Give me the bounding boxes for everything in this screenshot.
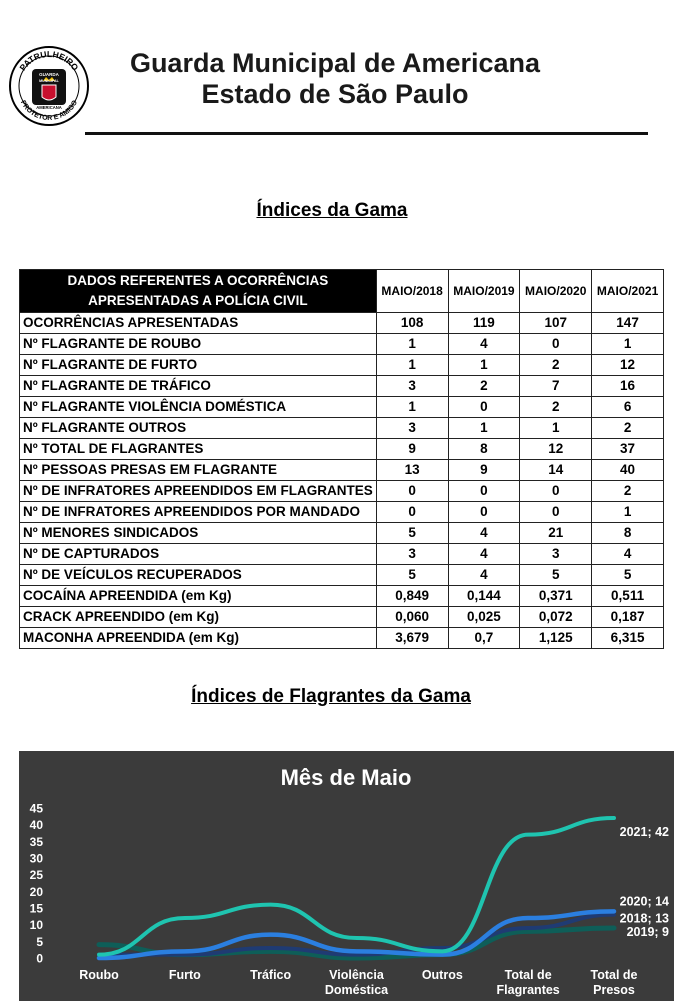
table-row xyxy=(20,418,664,439)
row-value: 4 xyxy=(448,523,520,544)
row-value: 0 xyxy=(520,481,592,502)
y-tick-label: 40 xyxy=(29,818,43,833)
row-label: Nº FLAGRANTE OUTROS xyxy=(20,418,377,439)
y-tick-label: 20 xyxy=(29,884,43,899)
row-value: 3 xyxy=(376,544,448,565)
column-header: MAIO/2020 xyxy=(520,270,592,313)
row-value: 12 xyxy=(592,355,664,376)
row-label: OCORRÊNCIAS APRESENTADAS xyxy=(20,313,377,334)
header-title-line2: Estado de São Paulo xyxy=(201,79,469,109)
table-row xyxy=(20,544,664,565)
row-value: 6 xyxy=(592,397,664,418)
row-value: 7 xyxy=(520,376,592,397)
row-value: 3,679 xyxy=(376,628,448,649)
row-value: 6,315 xyxy=(592,628,664,649)
x-tick-label: Presos xyxy=(593,983,635,997)
row-value: 0,511 xyxy=(592,586,664,607)
table-header-description: DADOS REFERENTES A OCORRÊNCIAS APRESENTADAS A POLÍCIA CIVIL xyxy=(20,270,377,313)
row-value: 4 xyxy=(592,544,664,565)
table-row xyxy=(20,313,664,334)
series-line xyxy=(99,818,614,955)
row-value: 14 xyxy=(520,460,592,481)
row-value: 40 xyxy=(592,460,664,481)
row-value: 21 xyxy=(520,523,592,544)
row-value: 3 xyxy=(376,418,448,439)
row-value: 8 xyxy=(592,523,664,544)
row-value: 119 xyxy=(448,313,520,334)
series-end-label: 2018; 13 xyxy=(619,911,669,926)
y-tick-label: 5 xyxy=(36,934,43,949)
row-value: 1 xyxy=(448,418,520,439)
svg-text:AMERICANA: AMERICANA xyxy=(36,105,62,110)
row-value: 37 xyxy=(592,439,664,460)
guarda-municipal-logo xyxy=(8,45,90,127)
row-value: 2 xyxy=(520,355,592,376)
row-label: Nº FLAGRANTE DE ROUBO xyxy=(20,334,377,355)
table-row xyxy=(20,481,664,502)
table-row xyxy=(20,586,664,607)
x-tick-label: Roubo xyxy=(79,968,119,982)
svg-text:GUARDA: GUARDA xyxy=(39,72,59,77)
row-label: COCAÍNA APREENDIDA (em Kg) xyxy=(20,586,377,607)
row-value: 1 xyxy=(376,397,448,418)
row-value: 0,7 xyxy=(448,628,520,649)
row-value: 147 xyxy=(592,313,664,334)
row-value: 5 xyxy=(592,565,664,586)
x-tick-label: Tráfico xyxy=(250,968,292,982)
row-value: 16 xyxy=(592,376,664,397)
row-label: Nº MENORES SINDICADOS xyxy=(20,523,377,544)
x-tick-label: Total de xyxy=(504,968,552,982)
row-value: 1 xyxy=(376,334,448,355)
y-tick-label: 35 xyxy=(29,834,43,849)
row-value: 0,187 xyxy=(592,607,664,628)
row-value: 0 xyxy=(376,502,448,523)
row-value: 0,060 xyxy=(376,607,448,628)
page-header-title xyxy=(100,48,570,110)
table-row xyxy=(20,355,664,376)
row-value: 0,072 xyxy=(520,607,592,628)
row-value: 1,125 xyxy=(520,628,592,649)
row-label: Nº DE CAPTURADOS xyxy=(20,544,377,565)
row-value: 107 xyxy=(520,313,592,334)
row-value: 1 xyxy=(376,355,448,376)
row-value: 0,849 xyxy=(376,586,448,607)
row-value: 12 xyxy=(520,439,592,460)
row-value: 0,025 xyxy=(448,607,520,628)
row-value: 0 xyxy=(520,334,592,355)
series-end-label: 2019; 9 xyxy=(626,925,669,939)
occurrences-table xyxy=(19,269,664,649)
table-row xyxy=(20,397,664,418)
row-label: Nº DE INFRATORES APREENDIDOS EM FLAGRANTES xyxy=(20,481,377,502)
column-header: MAIO/2019 xyxy=(448,270,520,313)
series-end-label: 2021; 42 xyxy=(619,825,669,839)
header-title-line1: Guarda Municipal de Americana xyxy=(129,48,541,78)
table-row xyxy=(20,523,664,544)
table-row xyxy=(20,565,664,586)
row-value: 2 xyxy=(448,376,520,397)
row-value: 0,371 xyxy=(520,586,592,607)
table-row xyxy=(20,376,664,397)
row-value: 108 xyxy=(376,313,448,334)
row-value: 1 xyxy=(520,418,592,439)
row-value: 5 xyxy=(520,565,592,586)
section-title-flagrantes: Índices de Flagrantes da Gama xyxy=(191,686,471,707)
row-value: 4 xyxy=(448,334,520,355)
x-tick-label: Furto xyxy=(168,968,201,982)
row-value: 0 xyxy=(448,502,520,523)
row-value: 4 xyxy=(448,544,520,565)
series-line xyxy=(99,915,614,955)
x-tick-label: Flagrantes xyxy=(496,983,560,997)
x-tick-label: Total de xyxy=(590,968,638,982)
x-tick-label: Doméstica xyxy=(324,983,389,997)
column-header: MAIO/2021 xyxy=(592,270,664,313)
row-value: 1 xyxy=(448,355,520,376)
row-value: 3 xyxy=(520,544,592,565)
table-row xyxy=(20,607,664,628)
row-value: 0,144 xyxy=(448,586,520,607)
row-value: 0 xyxy=(448,397,520,418)
row-value: 5 xyxy=(376,565,448,586)
row-label: CRACK APREENDIDO (em Kg) xyxy=(20,607,377,628)
row-value: 1 xyxy=(592,334,664,355)
y-tick-label: 15 xyxy=(29,901,43,916)
row-value: 0 xyxy=(520,502,592,523)
row-label: Nº FLAGRANTE DE FURTO xyxy=(20,355,377,376)
row-label: Nº TOTAL DE FLAGRANTES xyxy=(20,439,377,460)
svg-text:PATRULHEIRO: PATRULHEIRO xyxy=(17,48,81,73)
svg-text:MUNICIPAL: MUNICIPAL xyxy=(39,79,59,83)
row-value: 9 xyxy=(376,439,448,460)
row-value: 8 xyxy=(448,439,520,460)
column-header: MAIO/2018 xyxy=(376,270,448,313)
chart-title: Mês de Maio xyxy=(280,765,412,790)
row-label: Nº FLAGRANTE DE TRÁFICO xyxy=(20,376,377,397)
x-tick-label: Violência xyxy=(329,968,384,982)
row-label: Nº DE INFRATORES APREENDIDOS POR MANDADO xyxy=(20,502,377,523)
row-value: 2 xyxy=(520,397,592,418)
row-value: 4 xyxy=(448,565,520,586)
line-chart xyxy=(19,751,674,1001)
row-value: 3 xyxy=(376,376,448,397)
series-end-label: 2020; 14 xyxy=(619,894,669,909)
row-value: 5 xyxy=(376,523,448,544)
row-value: 0 xyxy=(448,481,520,502)
row-value: 2 xyxy=(592,481,664,502)
row-label: MACONHA APREENDIDA (em Kg) xyxy=(20,628,377,649)
y-tick-label: 0 xyxy=(36,951,43,966)
section-title-indices: Índices da Gama xyxy=(256,200,408,221)
y-tick-label: 30 xyxy=(29,851,43,866)
x-tick-label: Outros xyxy=(421,968,463,982)
table-row xyxy=(20,628,664,649)
y-tick-label: 25 xyxy=(29,868,43,883)
row-value: 9 xyxy=(448,460,520,481)
row-label: Nº PESSOAS PRESAS EM FLAGRANTE xyxy=(20,460,377,481)
table-row xyxy=(20,460,664,481)
row-label: Nº DE VEÍCULOS RECUPERADOS xyxy=(20,565,377,586)
row-value: 0 xyxy=(376,481,448,502)
chart-svg xyxy=(19,751,674,1001)
svg-text:PROTETOR E AMIGO: PROTETOR E AMIGO xyxy=(18,99,80,123)
y-tick-label: 45 xyxy=(29,801,43,816)
header-divider xyxy=(85,132,648,135)
table-header-row xyxy=(20,270,664,313)
row-value: 1 xyxy=(592,502,664,523)
table-row xyxy=(20,502,664,523)
y-tick-label: 10 xyxy=(29,918,43,933)
row-value: 13 xyxy=(376,460,448,481)
table-row xyxy=(20,439,664,460)
table-row xyxy=(20,334,664,355)
row-value: 2 xyxy=(592,418,664,439)
row-label: Nº FLAGRANTE VIOLÊNCIA DOMÉSTICA xyxy=(20,397,377,418)
